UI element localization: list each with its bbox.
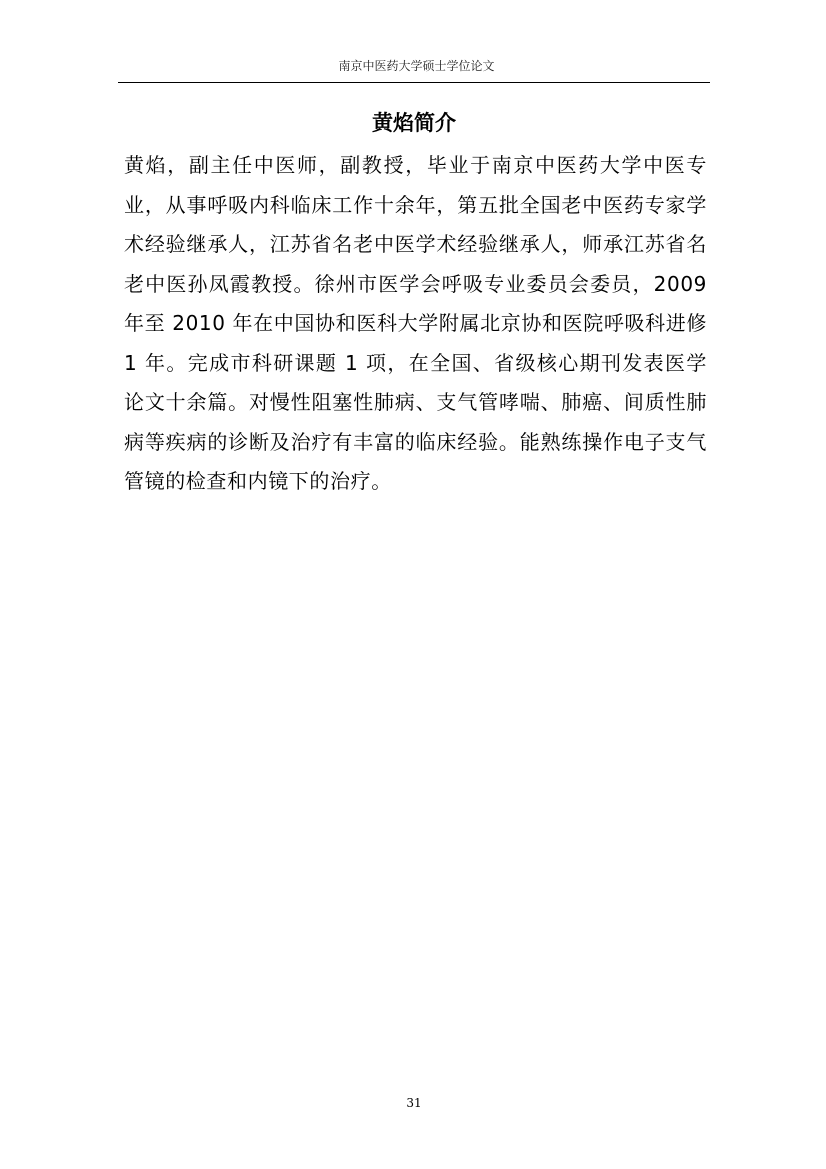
section-title: 黄焰简介 (372, 111, 456, 135)
biography-paragraph: 黄焰，副主任中医师，副教授，毕业于南京中医药大学中医专业，从事呼吸内科临床工作十余年，第五批全国老中医药专家学术经验继承人，江苏省名老中医学术经验继承人，师承江苏省名老中医孙凤霞教授。徐州市医学会呼吸专业委员会委员，2009 年至 2010 年在中国协和医科大学附属北京协和医院呼吸科进修 1 年。完成市科研课题 1 项，在全国、省级核心期刊发表医学论文十余篇。对慢性阻塞性肺病、支气管哮喘、肺癌、间质性肺病等疾病的诊断及治疗有丰富的临床经验。能熟练操作电子支气管镜的检查和内镜下的治疗。 (124, 153, 707, 493)
header-divider (118, 82, 710, 83)
running-header: 南京中医药大学硕士学位论文 (338, 59, 495, 73)
page-number: 31 (406, 1096, 422, 1110)
